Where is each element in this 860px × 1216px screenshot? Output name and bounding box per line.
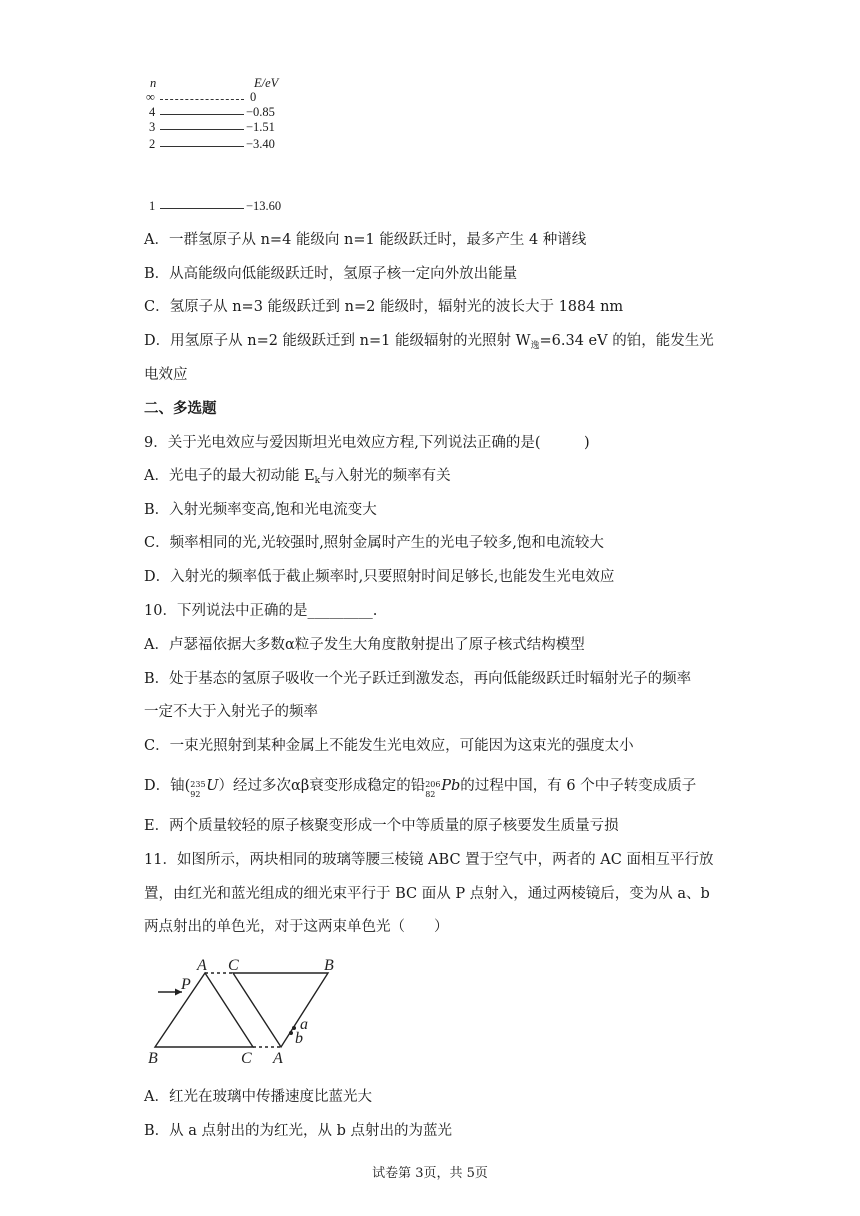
level-n-2: 2 (149, 137, 156, 151)
q9-option-a-part1: A．光电子的最大初动能 E (144, 468, 315, 484)
uranium-mass-number: 235 (190, 780, 206, 789)
energy-axis-label: E/eV (254, 76, 279, 90)
q10-option-d-part2: ）经过多次αβ衰变形成稳定的铅 (218, 778, 426, 794)
lead-mass-number: 206 (425, 780, 441, 789)
lead-symbol: Pb (441, 778, 461, 794)
label-c-top: C (228, 957, 239, 974)
section-heading: 二、多选题 (144, 400, 217, 417)
lead-isotope-numbers (425, 776, 441, 799)
n-axis-label: n (150, 76, 157, 90)
q9-option-b: B．入射光频率变高,饱和光电流变大 (144, 502, 377, 518)
q9-option-a-subscript: k (314, 476, 321, 486)
level-line-1 (160, 208, 244, 209)
label-p: P (181, 976, 191, 993)
level-value-1: −13.60 (246, 199, 282, 213)
level-value-2: −3.40 (246, 137, 275, 151)
level-value-4: −0.85 (246, 105, 275, 119)
q11-stem-line1: 11．如图所示，两块相同的玻璃等腰三棱镜 ABC 置于空气中，两者的 AC 面相互平行放 (144, 852, 714, 868)
q11-stem-line2: 置，由红光和蓝光组成的细光束平行于 BC 面从 P 点射入，通过两棱镜后，变为从 a、b (144, 886, 710, 902)
q8-option-a: A．一群氢原子从 n=4 能级向 n=1 能级跃迁时，最多产生 4 种谱线 (144, 232, 587, 248)
label-point-a: a (300, 1016, 308, 1033)
q10-option-b: B．处于基态的氢原子吸收一个光子跃迁到激发态，再向低能级跃迁时辐射光子的频率 (144, 671, 692, 687)
q10-option-c: C．一束光照射到某种金属上不能发生光电效应，可能因为这束光的强度太小 (144, 738, 634, 754)
q9-stem: 9．关于光电效应与爱因斯坦光电效应方程,下列说法正确的是( ) (144, 435, 590, 451)
q8-option-c: C．氢原子从 n=3 能级跃迁到 n=2 能级时，辐射光的波长大于 1884 nm (144, 299, 624, 315)
q9-option-c: C．频率相同的光,光较强时,照射金属时产生的光电子较多,饱和电流较大 (144, 535, 604, 551)
level-value-3: −1.51 (246, 120, 275, 134)
q10-option-d-part3: 的过程中国，有 6 个中子转变成质子 (460, 778, 697, 794)
q11-option-a: A．红光在玻璃中传播速度比蓝光大 (144, 1089, 372, 1105)
uranium-atomic-number: 92 (190, 790, 201, 799)
label-c-bottom: C (241, 1050, 252, 1067)
left-prism (155, 973, 253, 1047)
uranium-isotope-numbers (190, 776, 206, 799)
label-b-top: B (324, 957, 334, 974)
label-a-top: A (197, 957, 207, 974)
q10-stem: 10．下列说法中正确的是_________. (144, 603, 378, 619)
q8-option-d (144, 331, 714, 356)
q8-option-b: B．从高能级向低能级跃迁时，氢原子核一定向外放出能量 (144, 266, 518, 282)
prism-diagram (140, 950, 360, 1070)
q9-option-d: D．入射光的频率低于截止频率时,只要照射时间足够长,也能发生光电效应 (144, 569, 615, 585)
level-n-inf: ∞ (146, 90, 155, 104)
q8-option-d-subscript: 逸 (530, 341, 540, 351)
level-n-4: 4 (149, 105, 156, 119)
q10-option-e: E．两个质量较轻的原子核聚变形成一个中等质量的原子核要发生质量亏损 (144, 818, 619, 834)
q8-option-d-cont: 电效应 (144, 367, 188, 383)
level-line-2 (160, 146, 244, 147)
level-line-inf (160, 99, 244, 100)
level-n-1: 1 (149, 199, 156, 213)
level-line-3 (160, 129, 244, 130)
right-prism (233, 973, 328, 1047)
point-b-dot (289, 1031, 293, 1035)
label-point-b: b (295, 1030, 303, 1047)
q9-option-a (144, 466, 451, 491)
uranium-symbol: U (206, 778, 219, 794)
q8-option-d-part1: D．用氢原子从 n=2 能级跃迁到 n=1 能级辐射的光照射 W (144, 333, 531, 349)
page-footer: 试卷第 3页，共 5页 (372, 1166, 488, 1181)
label-a-bottom: A (273, 1050, 283, 1067)
q10-option-d-part1: D．铀( (144, 778, 191, 794)
q11-stem-line3: 两点射出的单色光，对于这两束单色光（ ） (144, 919, 449, 935)
q8-option-d-part2: =6.34 eV 的铂，能发生光 (539, 333, 714, 349)
lead-atomic-number: 82 (425, 790, 436, 799)
level-n-3: 3 (149, 120, 156, 134)
level-line-4 (160, 114, 244, 115)
level-value-inf: 0 (250, 90, 257, 104)
q9-option-a-part2: 与入射光的频率有关 (320, 468, 451, 484)
q10-option-d (144, 776, 697, 799)
q11-option-b: B．从 a 点射出的为红光，从 b 点射出的为蓝光 (144, 1123, 453, 1139)
q10-option-a: A．卢瑟福依据大多数α粒子发生大角度散射提出了原子核式结构模型 (144, 637, 585, 653)
q10-option-b-cont: 一定不大于入射光子的频率 (144, 704, 318, 720)
label-b-bottom: B (148, 1050, 158, 1067)
